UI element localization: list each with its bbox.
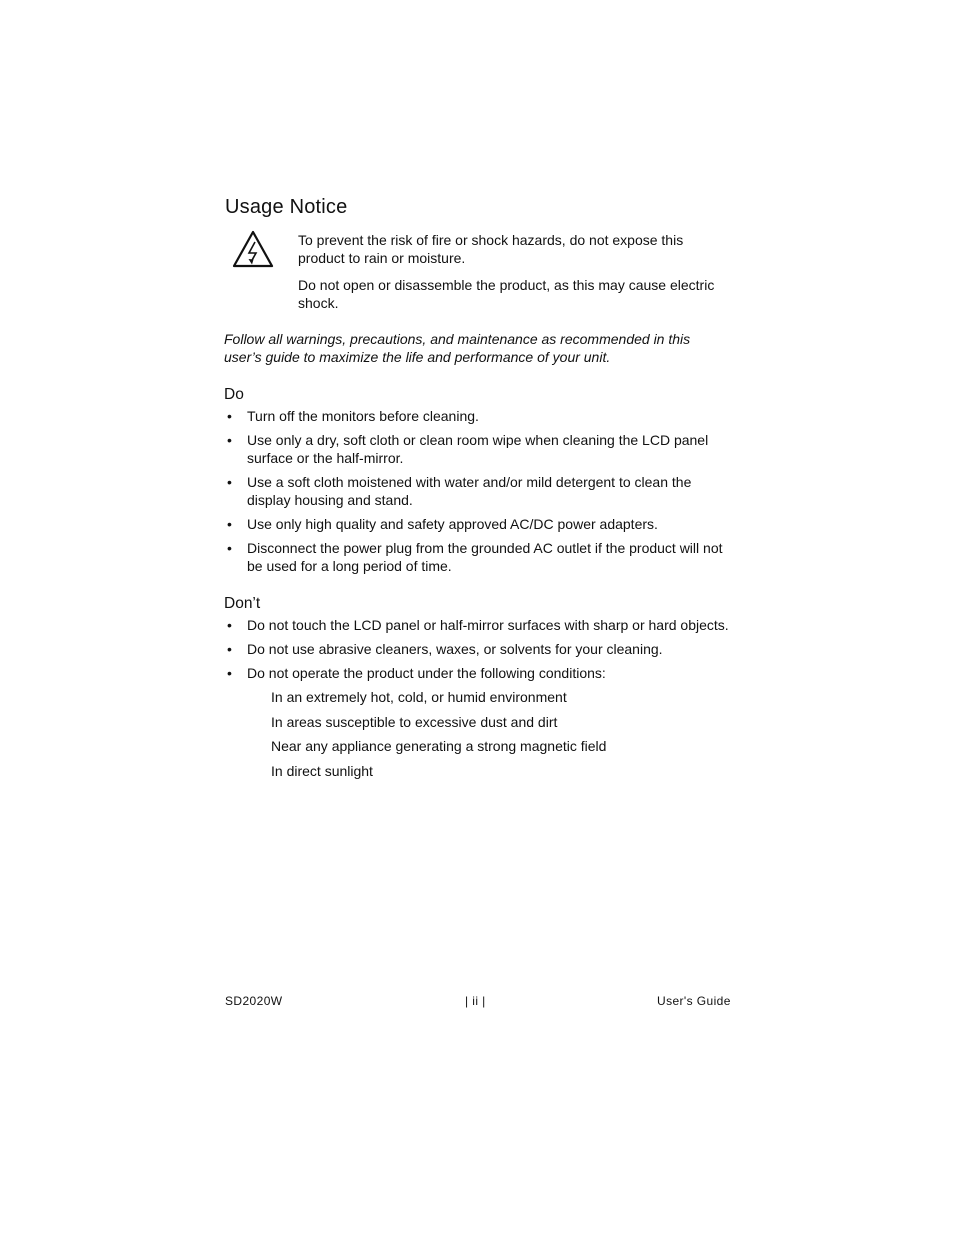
bullet: • — [227, 408, 232, 424]
condition-item: In an extremely hot, cold, or humid environment — [271, 689, 567, 705]
list-item-text: Disconnect the power plug from the grounded AC outlet if the product will not be used for a long period of time. — [247, 540, 723, 574]
bullet: • — [227, 665, 232, 681]
list-item — [224, 431, 734, 467]
list-item — [224, 539, 734, 575]
warning-paragraph-2: Do not open or disassemble the product, as this may cause electric shock. — [298, 277, 715, 311]
list-item-text: Do not operate the product under the following conditions: — [247, 665, 606, 681]
list-item-text: Use a soft cloth moistened with water and/or mild detergent to clean the display housing and stand. — [247, 474, 692, 508]
intro-text: Follow all warnings, precautions, and maintenance as recommended in this user’s guide to maximize the life and performance of your unit. — [224, 331, 691, 365]
list-item-text: Turn off the monitors before cleaning. — [247, 408, 479, 424]
bullet: • — [227, 516, 232, 532]
footer-model: SD2020W — [225, 994, 283, 1008]
list-item-text: Use only a dry, soft cloth or clean room wipe when cleaning the LCD panel surface or the half-mirror. — [247, 432, 709, 466]
footer-doc-title: User's Guide — [657, 994, 731, 1008]
bullet: • — [227, 641, 232, 657]
footer-page-number: | ii | — [465, 994, 486, 1008]
condition-item: In areas susceptible to excessive dust and dirt — [271, 713, 558, 730]
dont-heading: Don’t — [224, 595, 261, 612]
list-item — [224, 407, 734, 425]
high-voltage-warning-icon — [231, 229, 275, 269]
do-heading: Do — [224, 386, 244, 403]
list-item — [224, 473, 734, 509]
page-title: Usage Notice — [225, 196, 348, 218]
condition-item: Near any appliance generating a strong magnetic field — [271, 738, 607, 754]
list-item-text: Use only high quality and safety approved AC/DC power adapters. — [247, 516, 658, 532]
condition-item: In direct sunlight — [271, 762, 373, 779]
list-item — [224, 616, 734, 634]
bullet: • — [227, 474, 232, 490]
bullet: • — [227, 540, 232, 556]
list-item-text: Do not use abrasive cleaners, waxes, or solvents for your cleaning. — [247, 641, 663, 657]
do-list — [224, 407, 734, 581]
list-item — [224, 640, 734, 658]
bullet: • — [227, 617, 232, 633]
list-item — [224, 515, 734, 533]
warning-text — [298, 231, 728, 321]
list-item-text: Do not touch the LCD panel or half-mirror surfaces with sharp or hard objects. — [247, 617, 729, 633]
warning-paragraph-1: To prevent the risk of fire or shock hazards, do not expose this product to rain or moisture. — [298, 232, 684, 266]
list-item — [224, 664, 734, 780]
bullet: • — [227, 432, 232, 448]
conditions-list — [247, 688, 734, 780]
dont-list — [224, 616, 734, 786]
